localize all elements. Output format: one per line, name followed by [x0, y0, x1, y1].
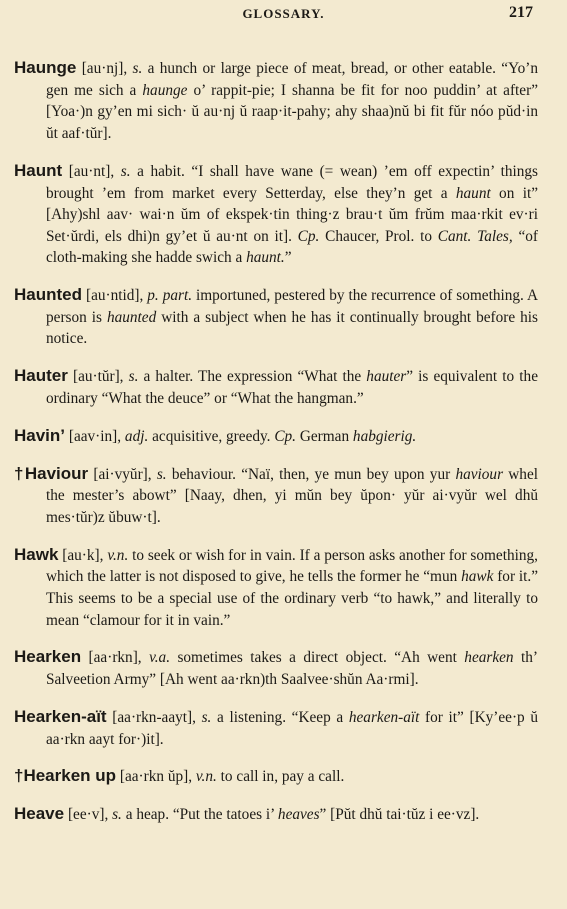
definition-text: ”: [284, 249, 292, 267]
headword: †Haviour: [14, 463, 89, 483]
headword: Havin’: [14, 425, 66, 445]
definition-text: for it.” This seems to be a special use of the ordinary verb “to hawk,” and literally to mean “clamour for it in vain.”: [46, 568, 538, 629]
definition-text: to seek or wish for in vain. If a person asks another for something, which the latter is not disposed to give, he tells the former he “mun: [46, 546, 538, 586]
italic-text: hawk: [461, 568, 494, 586]
headword: Haunge: [14, 58, 77, 78]
glossary-entries: [14, 42, 538, 833]
headword: Hauter: [14, 366, 68, 386]
italic-text: habgierig.: [352, 427, 417, 445]
grammar-tag: adj.: [124, 427, 149, 445]
definition-text: ” is equivalent to the ordinary “What the deuce” or “What the hangman.”: [46, 368, 538, 407]
grammar-tag: s.: [120, 162, 131, 180]
grammar-tag: s.: [156, 465, 167, 483]
pronunciation: [ai·vyŭr],: [93, 465, 152, 483]
glossary-entry: [14, 765, 538, 788]
headword: Hearken: [14, 647, 82, 667]
definition-text: o’ rappit-pie; I shanna be fit for noo puddin’ at after” [Yoa·)n gy’en mi sich· ŭ au·nj ŭ raap·it-pahy; ahy shaa)nŭ bi fit fŭr nóo pŭd·in ŭt aaf·tŭr].: [46, 81, 538, 143]
glossary-entry: [14, 463, 538, 529]
glossary-entry: [14, 544, 538, 631]
glossary-entry: [14, 803, 538, 826]
italic-text: haunt.: [246, 249, 285, 267]
headword: Heave: [14, 804, 65, 824]
definition-text: th’ Salveetion Army” [Ah went aa·rkn)th Saalvee·shŭn Aa·rmi].: [46, 649, 538, 689]
italic-text: heaves: [277, 806, 320, 824]
definition-text: sometimes takes a direct object. “Ah went: [170, 649, 465, 667]
italic-text: haunge: [142, 81, 188, 99]
pronunciation: [au·k],: [62, 546, 104, 564]
definition-text: a listening. “Keep a: [211, 708, 349, 726]
glossary-entry: [14, 646, 538, 690]
grammar-tag: v.a.: [149, 649, 171, 667]
pronunciation: [au·tŭr],: [72, 368, 124, 386]
pronunciation: [aa·rkn-aayt],: [112, 708, 196, 726]
italic-text: hearken-aït: [348, 708, 420, 726]
definition-text: to call in, pay a call.: [216, 768, 345, 786]
grammar-tag: s.: [132, 60, 143, 78]
definition-text: importuned, pestered by the recurrence of something. A person is: [46, 287, 539, 326]
grammar-tag: s.: [128, 368, 139, 386]
definition-text: whel the mester’s abowt” [Naay, dhen, yi mŭn bey ŭpon· yŭr ai·vyŭr wel dhŭ mes·tŭr)z ŭbuw·t].: [46, 465, 539, 526]
definition-text: with a subject when he has it continually brought before his notice.: [46, 308, 538, 348]
glossary-entry: [14, 365, 538, 409]
pronunciation: [au·nj],: [81, 60, 128, 78]
glossary-entry: [14, 160, 538, 269]
running-header: GLOSSARY.: [242, 6, 325, 21]
italic-text: hauter: [366, 368, 407, 386]
page-number: 217: [509, 4, 533, 21]
definition-text: ” [Pŭt dhŭ tai·tŭz i ee·vz].: [319, 806, 480, 824]
definition-text: “of cloth-making she hadde swich a: [46, 227, 538, 267]
pronunciation: [au·nt],: [68, 162, 115, 180]
definition-text: a hunch or large piece of meat, bread, or other eatable. “Yo’n gen me sich a: [46, 60, 539, 99]
pronunciation: [aa·rkn],: [88, 649, 142, 667]
grammar-tag: s.: [112, 806, 122, 824]
definition-text: on it” [Ahy)shl aav· wai·n ŭm of ekspek·tin thing·z brau·t ŭm frŭm maa·rkit ev·ri Set·ŭrdi, els dhi)n gy’et ŭ au·nt on it].: [46, 184, 538, 245]
italic-text: Cp.: [297, 227, 320, 245]
definition-text: behaviour. “Naï, then, ye mun bey upon yur: [166, 465, 456, 483]
italic-text: Cp.: [274, 427, 296, 445]
pronunciation: [ee·v],: [67, 806, 109, 824]
italic-text: hearken: [464, 649, 514, 667]
definition-text: Chaucer, Prol. to: [319, 227, 438, 245]
headword: Hearken-aït: [14, 706, 107, 726]
headword: Hawk: [14, 544, 59, 564]
italic-text: Cant. Tales,: [437, 227, 513, 245]
glossary-entry: [14, 425, 538, 448]
pronunciation: [aa·rkn ŭp],: [119, 768, 193, 786]
definition-text: acquisitive, greedy.: [148, 427, 275, 445]
pronunciation: [au·ntid],: [85, 287, 144, 305]
glossary-entry: [14, 706, 538, 750]
italic-text: haviour: [455, 465, 504, 483]
definition-text: a halter. The expression “What the: [138, 368, 367, 386]
definition-text: a habit. “I shall have wane (= wean) ’em off expectin’ things brought ’em from market every Setterday, else they’n get a: [46, 162, 538, 202]
glossary-entry: [14, 57, 538, 144]
pronunciation: [aav·in],: [68, 427, 122, 445]
headword: Haunt: [14, 160, 63, 180]
headword: †Hearken up: [14, 766, 117, 786]
grammar-tag: v.n.: [195, 768, 217, 786]
italic-text: haunted: [106, 308, 157, 326]
glossary-entry: [14, 284, 538, 350]
grammar-tag: p. part.: [147, 287, 193, 305]
definition-text: German: [296, 427, 353, 445]
definition-text: for it” [Ky’ee·p ŭ aa·rkn aayt for·)it].: [46, 708, 539, 748]
headword: Haunted: [14, 285, 82, 305]
italic-text: haunt: [455, 184, 491, 202]
grammar-tag: v.n.: [107, 546, 129, 564]
grammar-tag: s.: [201, 708, 212, 726]
definition-text: a heap. “Put the tatoes i’: [121, 806, 278, 824]
